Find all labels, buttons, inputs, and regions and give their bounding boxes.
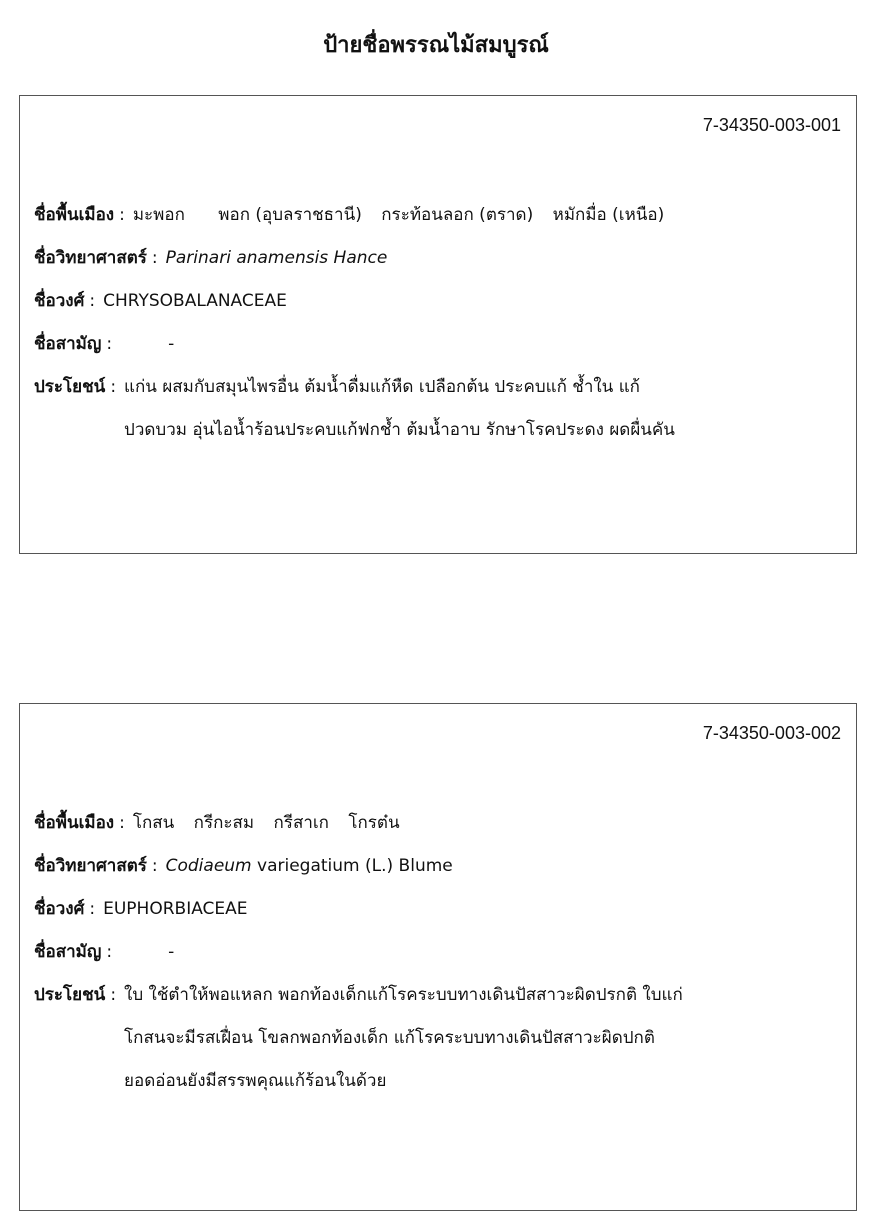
local-name-label: ชื่อพื้นเมือง [34, 205, 115, 225]
colon: : [110, 377, 117, 397]
local-name-row [34, 802, 842, 845]
uses-line: ใบ ใช้ตำให้พอแหลก พอกท้องเด็กแก้โรคระบบทางเดินปัสสาวะผิดปรกติ ใบแก่ [124, 985, 683, 1005]
colon: : [89, 899, 96, 919]
family-label: ชื่อวงศ์ [34, 291, 85, 311]
uses-line: ยอดอ่อนยังมีสรรพคุณแก้ร้อนในด้วย [124, 1071, 387, 1091]
scientific-name-italic: Codiaeum [165, 856, 252, 876]
local-name-label: ชื่อพื้นเมือง [34, 813, 115, 833]
local-name-item: มะพอก [132, 205, 185, 225]
card-fields [34, 194, 842, 452]
scientific-name-row [34, 237, 842, 280]
common-name-label: ชื่อสามัญ [34, 942, 102, 962]
colon: : [119, 813, 125, 833]
plant-label-card [19, 95, 857, 554]
family-row [34, 888, 842, 931]
scientific-name-italic: Parinari anamensis Hance [165, 248, 388, 268]
uses-line: แก่น ผสมกับสมุนไพรอื่น ต้มน้ำดื่มแก้หืด เปลือกต้น ประคบแก้ ช้ำใน แก้ [124, 377, 640, 397]
colon: : [106, 942, 113, 962]
scientific-name-row [34, 845, 842, 888]
scientific-name-rest: variegatium (L.) Blume [257, 856, 453, 876]
common-name-value: - [168, 334, 175, 354]
family-row [34, 280, 842, 323]
uses-line: โกสนจะมีรสเฝื่อน โขลกพอกท้องเด็ก แก้โรคระบบทางเดินปัสสาวะผิดปกติ [124, 1028, 655, 1048]
uses-label: ประโยชน์ [34, 985, 106, 1005]
plant-label-card [19, 703, 857, 1211]
family-value: EUPHORBIACEAE [103, 899, 248, 919]
local-name-item: กระท้อนลอก (ตราด) [381, 205, 534, 225]
local-name-row [34, 194, 842, 237]
common-name-row [34, 931, 842, 974]
page-title: ป้ายชื่อพรรณไม้สมบูรณ์ [323, 33, 549, 58]
specimen-code: 7-34350-003-002 [702, 723, 841, 743]
uses-line: ปวดบวม อุ่นไอน้ำร้อนประคบแก้ฟกช้ำ ต้มน้ำอาบ รักษาโรคประดง ผดผื่นคัน [124, 420, 675, 440]
colon: : [151, 856, 158, 876]
local-name-item: โกรต๋น [348, 813, 400, 833]
scientific-name-label: ชื่อวิทยาศาสตร์ [34, 248, 147, 268]
colon: : [110, 985, 117, 1005]
scientific-name-value [166, 845, 453, 888]
colon: : [119, 205, 125, 225]
local-name-item: กรีกะสม [193, 813, 255, 833]
uses-row [34, 974, 842, 1103]
family-label: ชื่อวงศ์ [34, 899, 85, 919]
colon: : [106, 334, 113, 354]
uses-value [124, 974, 683, 1103]
local-name-item: หมักมื่อ (เหนือ) [552, 205, 665, 225]
card-fields [34, 802, 842, 1103]
scientific-name-value [166, 237, 388, 280]
colon: : [151, 248, 158, 268]
family-value: CHRYSOBALANACEAE [103, 291, 287, 311]
uses-row [34, 366, 842, 452]
common-name-row [34, 323, 842, 366]
local-name-value [133, 802, 400, 845]
local-name-value [133, 194, 664, 237]
local-name-item: พอก (อุบลราชธานี) [218, 205, 362, 225]
specimen-code: 7-34350-003-001 [702, 115, 841, 135]
colon: : [89, 291, 96, 311]
common-name-label: ชื่อสามัญ [34, 334, 102, 354]
local-name-item: กรีสาเก [273, 813, 329, 833]
uses-value [124, 366, 675, 452]
local-name-item: โกสน [132, 813, 175, 833]
common-name-value: - [168, 942, 175, 962]
uses-label: ประโยชน์ [34, 377, 106, 397]
scientific-name-label: ชื่อวิทยาศาสตร์ [34, 856, 147, 876]
